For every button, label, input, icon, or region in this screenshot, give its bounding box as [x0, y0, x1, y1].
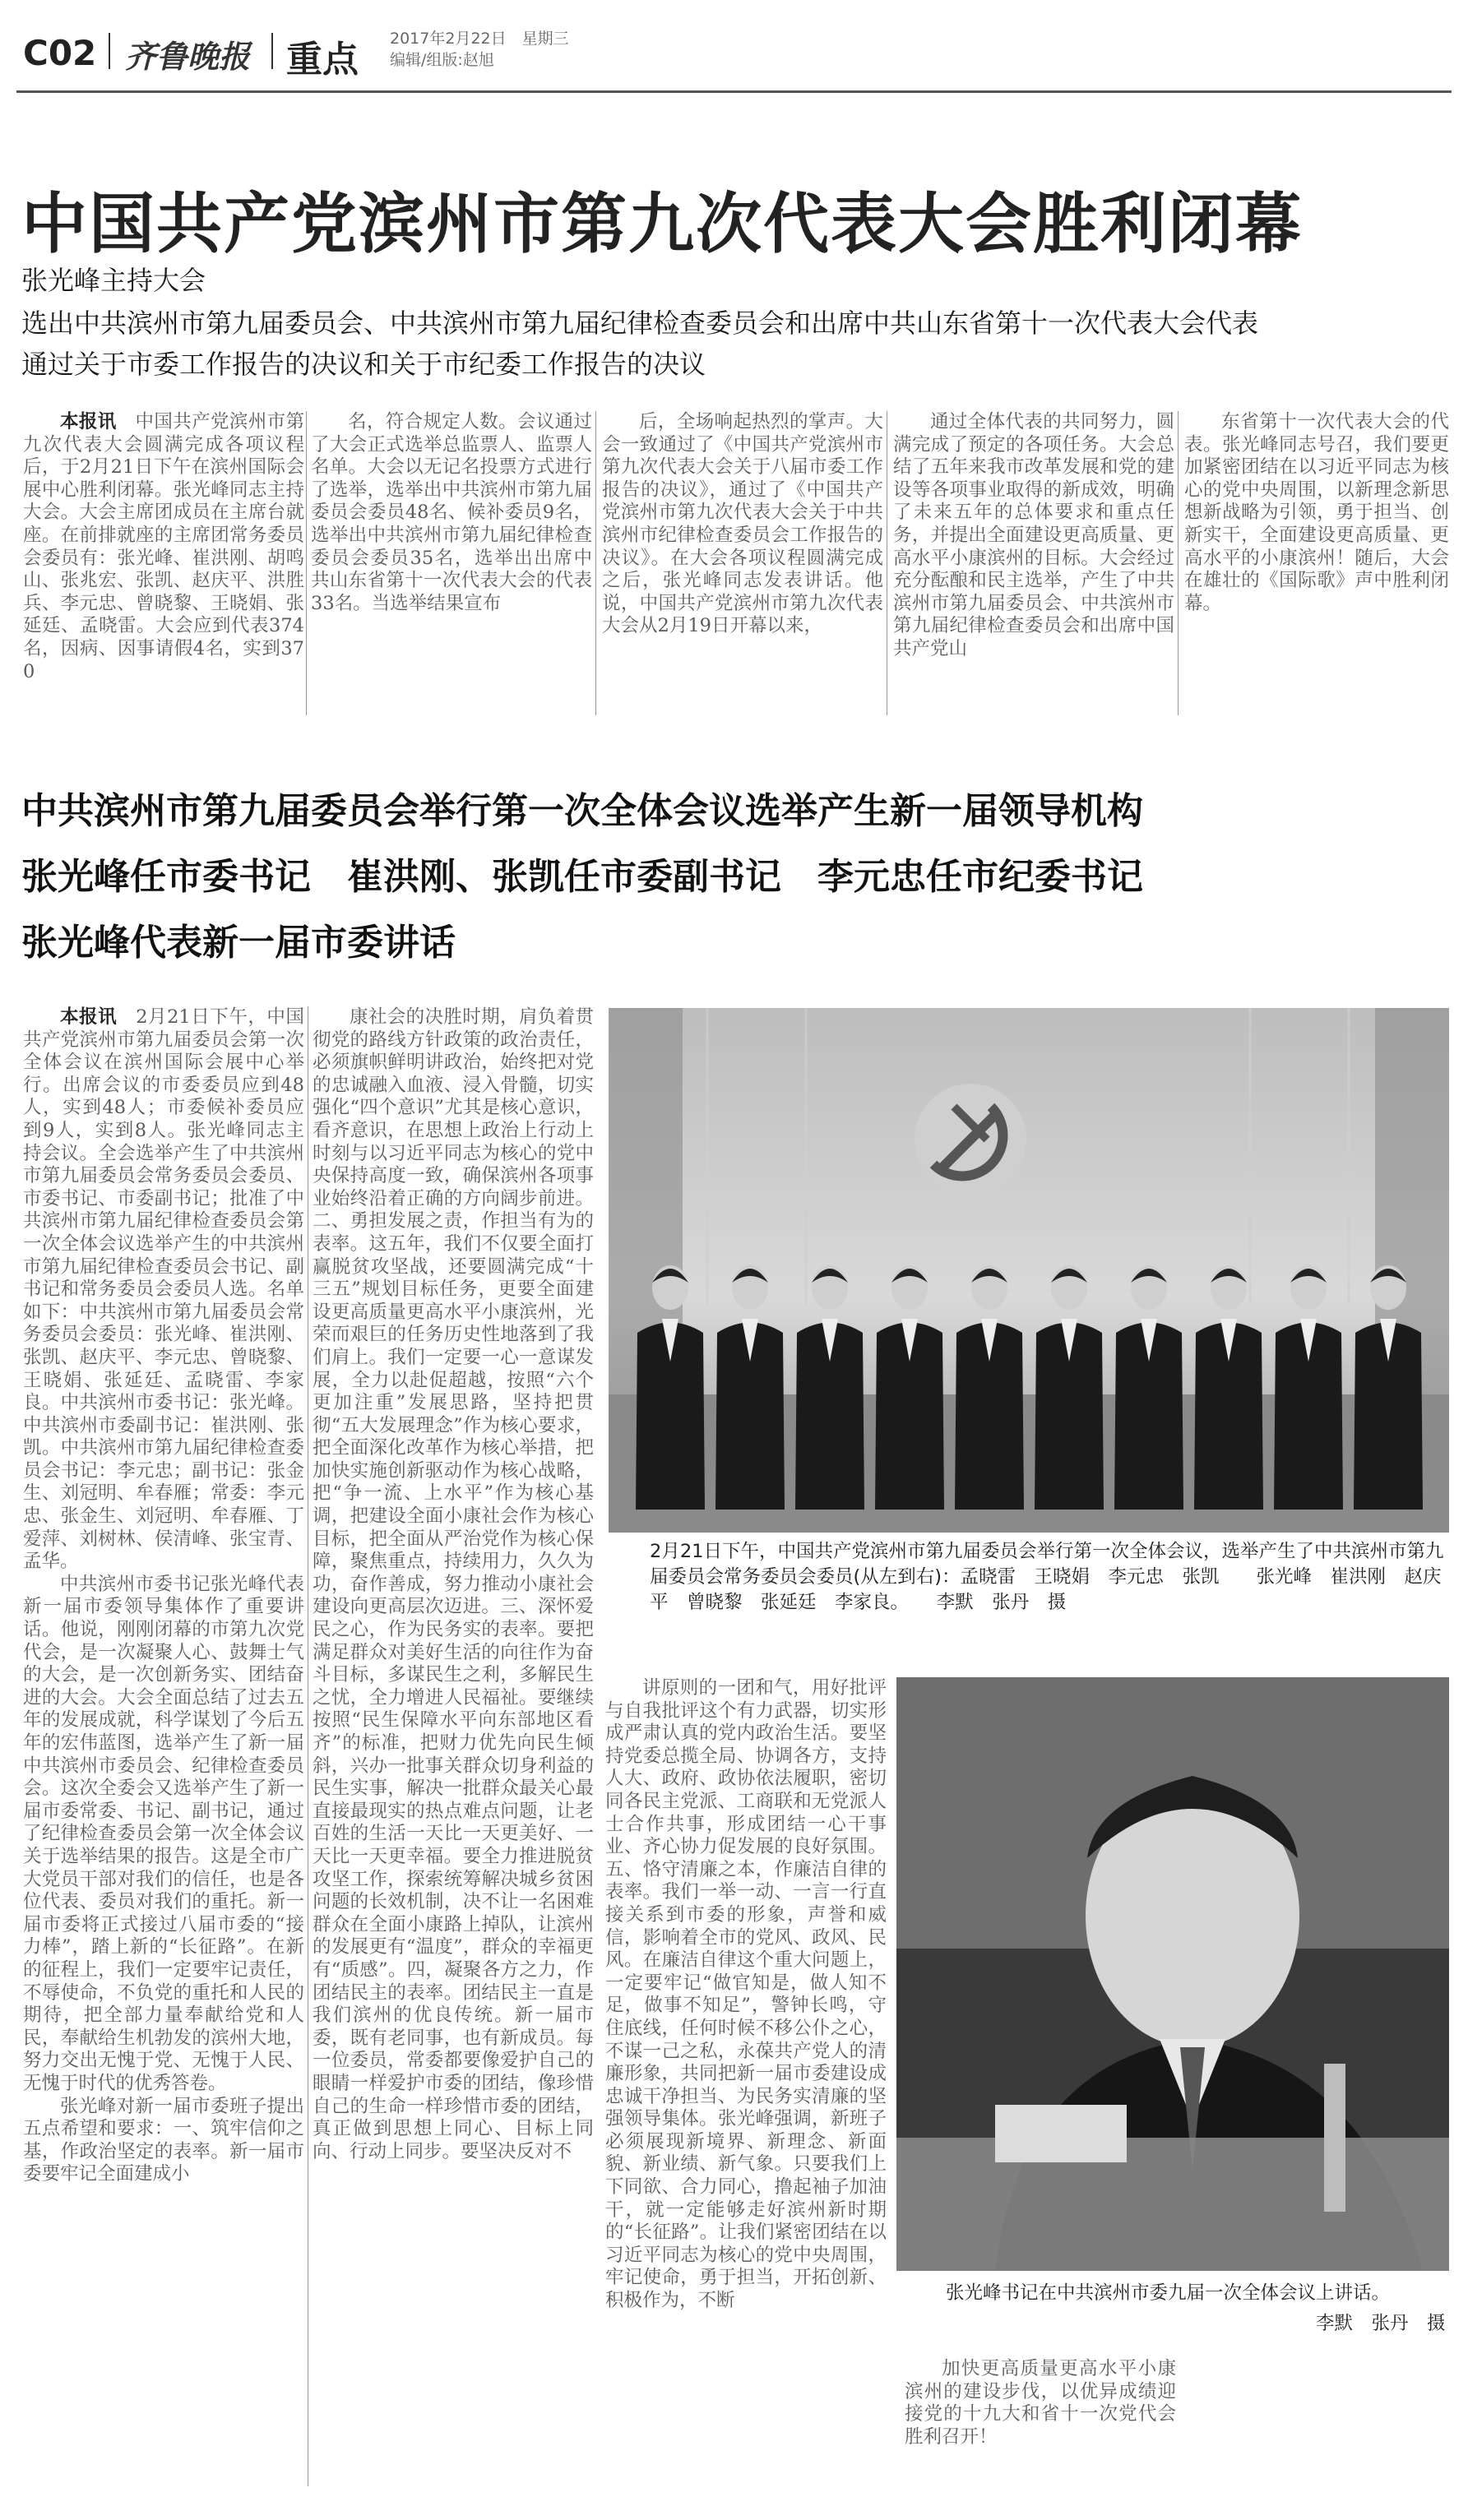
byline: 本报讯: [60, 411, 117, 432]
story2-column-2: 康社会的决胜时期，肩负着贯彻党的路线方针政策的政治责任，必须旗帜鲜明讲政治，始终把对党的忠诚融入血液、浸入骨髓，切实强化“四个意识”尤其是核心意识，看齐意识，在思想上政治上行动上时刻与以习近平同志为核心的党中央保持高度一致，确保滨州各项事业始终沿着正确的方向阔步前进。二、勇担发展之责，作担当有为的表率。这五年，我们不仅要全面打赢脱贫攻坚战，还要圆满完成“十三五”规划目标任务，更要全面建设更高质量更高水平小康滨州，光荣而艰巨的任务历史性地落到了我们肩上。我们一定要一心一意谋发展，全力以赴促超越，按照“六个更加注重”发展思路，坚持把贯彻“五大发展理念”作为核心要求，把全面深化改革作为核心举措，把加快实施创新驱动作为核心战略，把“争一流、上水平”作为核心基调，把建设全面小康社会作为核心目标，把全面从严治党作为核心保障，聚焦重点，持续用力，久久为功，奋作善成，努力推动小康社会建设向更高层次迈进。三、深怀爱民之心，作为民务实的表率。要把满足群众对美好生活的向往作为奋斗目标，多谋民生之利，多解民生之忧，全力增进人民福祉。要继续按照“民生保障水平向东部地区看齐”的标准，把财力优先向民生倾斜，兴办一批事关群众切身利益的民生实事，解决一批群众最关心最直接最现实的热点难点问题，让老百姓的生活一天比一天更美好、一天比一天更幸福。要全力推进脱贫攻坚工作，探索统筹解决城乡贫困问题的长效机制，决不让一名困难群众在全面小康路上掉队，让滨州的发展更有“温度”，群众的幸福更有“质感”。四，凝聚各方之力，作团结民主的表率。团结民主一直是我们滨州的优良传统。新一届市委，既有老同事，也有新成员。每一位委员，常委都要像爱护自己的眼睛一样爱护市委的团结，像珍惜自己的生命一样珍惜市委的团结，真正做到思想上同心、目标上同向、行动上同步。要坚决反对不: [313, 1006, 594, 2162]
speaker-photo: [896, 1677, 1449, 2271]
column-divider: [595, 411, 596, 715]
byline: 本报讯: [60, 1006, 118, 1028]
header-rule: [16, 90, 1452, 93]
story1-column-1: 本报讯 中国共产党滨州市第九次代表大会圆满完成各项议程后，于2月21日下午在滨州国际会展中心胜利闭幕。张光峰同志主持大会。大会主席团成员在主席台就座。在前排就座的主席团常务委员会委员有：张光峰、崔洪刚、胡鸣山、张兆宏、张凯、赵庆平、洪胜兵、李元忠、曾晓黎、王晓娟、张延廷、孟晓雷。大会应到代表374名，因病、因事请假4名，实到370: [23, 411, 304, 682]
group-photo-image: [609, 1008, 1449, 1533]
story1-subhead-3: 通过关于市委工作报告的决议和关于市纪委工作报告的决议: [21, 349, 706, 380]
story2-headline-1: 中共滨州市第九届委员会举行第一次全体会议选举产生新一届领导机构: [21, 790, 1143, 832]
section-title: 重点: [286, 39, 359, 81]
story1-subhead-2: 选出中共滨州市第九届委员会、中共滨州市第九届纪律检查委员会和出席中共山东省第十一次代表大会代表: [21, 307, 1259, 339]
newspaper-logo: 齐鲁晚报: [125, 38, 251, 75]
header-divider: [109, 33, 110, 69]
story2-headline-3: 张光峰代表新一届市委讲话: [21, 922, 456, 964]
story2-column-3: 讲原则的一团和气，用好批评与自我批评这个有力武器，切实形成严肃认真的党内政治生活。要坚持党委总揽全局、协调各方，支持人大、政府、政协依法履职，密切同各民主党派、工商联和无党派人士合作共事，形成团结一心干事业、齐心协力促发展的良好氛围。五、恪守清廉之本，作廉洁自律的表率。我们一举一动、一言一行直接关系到市委的形象，声誉和威信，影响着全市的党风、政风、民风。在廉洁自律这个重大问题上，一定要牢记“做官知是，做人知不足，做事不知足”，警钟长鸣，守住底线，任何时候不移公仆之心，不谋一己之私，永葆共产党人的清廉形象，共同把新一届市委建设成忠诚干净担当、为民务实清廉的坚强领导集体。张光峰强调，新班子必须展现新境界、新理念、新面貌、新业绩、新气象。只要我们上下同欲、合力同心，撸起袖子加油干，就一定能够走好滨州新时期的“长征路”。让我们紧密团结在以习近平同志为核心的党中央周围，牢记使命，勇于担当，开拓创新、积极作为，不断: [605, 1677, 887, 2312]
speaker-photo-caption: 张光峰书记在中共滨州市委九届一次全体会议上讲话。: [946, 2282, 1391, 2304]
story1-column-5: 东省第十一次代表大会的代表。张光峰同志号召，我们要更加紧密团结在以习近平同志为核心的党中央周围，以新理念新思想新战略为引领，勇于担当、创新实干，全面建设更高质量、更高水平的小康滨州！随后，大会在雄壮的《国际歌》声中胜利闭幕。: [1184, 411, 1449, 614]
story1-column-3: 后，全场响起热烈的掌声。大会一致通过了《中国共产党滨州市第九次代表大会关于八届市委工作报告的决议》，通过了《中国共产党滨州市第九次代表大会关于中共滨州市纪律检查委员会工作报告的决议》。在大会各项议程圆满完成之后，张光峰同志发表讲话。他说，中国共产党滨州市第九次代表大会从2月19日开幕以来，: [602, 411, 883, 637]
story2-column-1: 本报讯 2月21日下午，中国共产党滨州市第九届委员会第一次全体会议在滨州国际会展中心举行。出席会议的市委委员应到48人，实到48人；市委候补委员应到9人，实到8人。张光峰同志主持会议。全会选举产生了中共滨州市第九届委员会常务委员会委员、市委书记、市委副书记；批准了中共滨州市第九届纪律检查委员会第一次全体会议选举产生的中共滨州市第九届纪律检查委员会书记、副书记和常务委员会委员人选。名单如下：中共滨州市第九届委员会常务委员会委员：张光峰、崔洪刚、张凯、赵庆平、李元忠、曾晓黎、王晓娟、张延廷、孟晓雷、李家良。中共滨州市委书记：张光峰。中共滨州市委副书记：崔洪刚、张凯。中共滨州市第九届纪律检查委员会书记：李元忠；副书记：张金生、刘冠明、牟春雁；常委：李元忠、张金生、刘冠明、牟春雁、丁爱萍、刘树林、侯清峰、张宝青、孟华。 中共滨州市委书记张光峰代表新一届市委领导集体作了重要讲话。他说，刚刚闭幕的市第九次党代会，是一次凝聚人心、鼓舞士气的大会，是一次创新务实、团结奋进的大会。大会全面总结了过去五年的发展成就，科学谋划了今后五年的宏伟蓝图，选举产生了新一届中共滨州市委员会、纪律检查委员会。这次全委会又选举产生了新一届市委常委、书记、副书记，通过了纪律检查委员会第一次全体会议关于选举结果的报告。这是全市广大党员干部对我们的信任，也是各位代表、委员对我们的重托。新一届市委将正式接过八届市委的“接力棒”，踏上新的“长征路”。在新的征程上，我们一定要牢记责任，不辱使命，不负党的重托和人民的期待，把全部力量奉献给党和人民，奉献给生机勃发的滨州大地，努力交出无愧于党、无愧于人民、无愧于时代的优秀答卷。 张光峰对新一届市委班子提出五点希望和要求：一、筑牢信仰之基，作政治坚定的表率。新一届市委要牢记全面建成小: [23, 1006, 304, 2185]
story1-column-4: 通过全体代表的共同努力，圆满完成了预定的各项任务。大会总结了五年来我市改革发展和党的建设等各项事业取得的新成效，明确了未来五年的总体要求和重点任务，并提出全面建设更高质量、更高水平小康滨州的目标。大会经过充分酝酿和民主选举，产生了中共滨州市第九届委员会、中共滨州市第九届纪律检查委员会和出席中国共产党山: [893, 411, 1174, 659]
story2-headline-2: 张光峰任市委书记 崔洪刚、张凯任市委副书记 李元忠任市纪委书记: [21, 856, 1143, 898]
group-photo: [609, 1008, 1449, 1533]
editor-credit: 编辑/组版:赵旭: [390, 51, 494, 69]
column-divider: [306, 411, 307, 715]
issue-date: 2017年2月22日 星期三: [390, 30, 569, 48]
story1-subhead-1: 张光峰主持大会: [21, 265, 206, 296]
speaker-photo-image: [896, 1677, 1449, 2271]
group-photo-credit: 李默 张丹 摄: [936, 1592, 1067, 1613]
story1-column-2: 名，符合规定人数。会议通过了大会正式选举总监票人、监票人名单。大会以无记名投票方式进行了选举，选举出中共滨州市第九届委员会委员48名、候补委员9名，选举出中共滨州市第九届纪律检查委员会委员35名，选举出出席中共山东省第十一次代表大会的代表33名。当选举结果宣布: [311, 411, 592, 614]
story2-column-4: 加快更高质量更高水平小康滨州的建设步伐，以优异成绩迎接党的十九大和省十一次党代会胜利召开！: [905, 2358, 1176, 2448]
group-photo-caption: 2月21日下午，中国共产党滨州市第九届委员会举行第一次全体会议，选举产生了中共滨州市第九届委员会常务委员会委员(从左到右)：孟晓雷 王晓娟 李元忠 张凯 张光峰 崔洪刚 赵庆平 曾晓黎 张延廷 李家良。 李默 张丹 摄: [650, 1541, 1444, 1613]
party-emblem-icon: [915, 1084, 1026, 1195]
page-number: C02: [23, 33, 97, 73]
speaker-photo-credit: 李默 张丹 摄: [1316, 2313, 1446, 2334]
header-divider: [271, 33, 273, 69]
story1-headline: 中国共产党滨州市第九次代表大会胜利闭幕: [21, 186, 1303, 262]
column-divider: [1178, 411, 1179, 715]
